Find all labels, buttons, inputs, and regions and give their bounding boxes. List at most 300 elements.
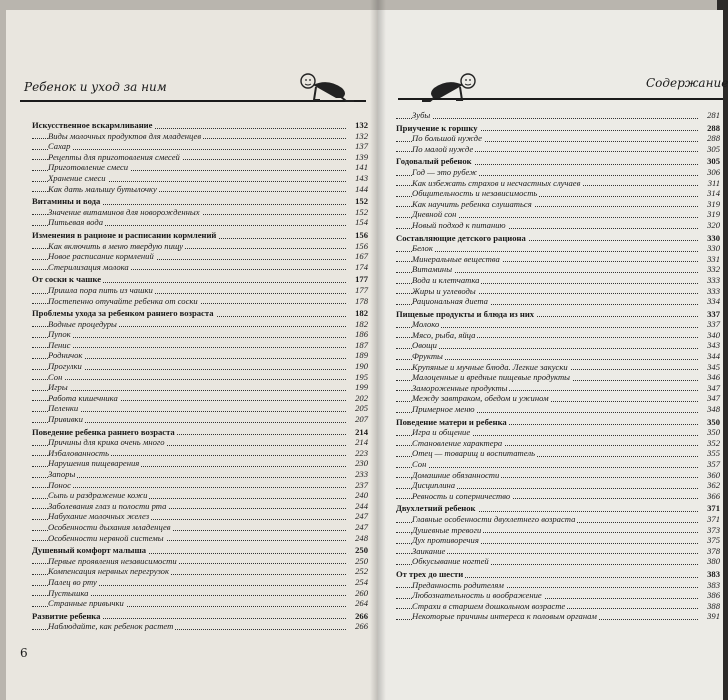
dot-leader bbox=[396, 251, 698, 252]
toc-title: Составляющие детского рациона bbox=[396, 232, 526, 243]
toc-entry bbox=[32, 372, 368, 383]
toc-page-number: 247 bbox=[355, 511, 368, 522]
toc-title: От трех до шести bbox=[396, 568, 464, 579]
toc-title: Дисциплина bbox=[412, 480, 456, 491]
toc-page-number: 178 bbox=[355, 295, 368, 306]
toc-page-number: 205 bbox=[355, 403, 368, 414]
toc-page-number: 214 bbox=[355, 437, 368, 448]
toc-page-number: 350 bbox=[707, 427, 720, 438]
toc-page-number: 230 bbox=[355, 458, 368, 469]
toc-page-number: 132 bbox=[355, 130, 368, 141]
toc-title: Изменения в рационе и расписании кормлений bbox=[32, 229, 217, 240]
toc-page-number: 306 bbox=[707, 166, 720, 177]
toc-entry bbox=[32, 403, 368, 414]
toc-page-number: 141 bbox=[355, 162, 368, 173]
toc-title: Игры bbox=[48, 382, 68, 393]
toc-title: Наблюдайте, как ребенок растет bbox=[48, 621, 174, 632]
toc-page-number: 174 bbox=[355, 261, 368, 272]
toc-page-number: 264 bbox=[355, 598, 368, 609]
toc-title: Малоценные и вредные пищевые продукты bbox=[412, 372, 570, 383]
toc-title: Запоры bbox=[48, 469, 76, 479]
toc-page-number: 330 bbox=[707, 232, 720, 243]
toc-title: Примерное меню bbox=[412, 404, 475, 415]
toc-title: Мясо, рыба, яйца bbox=[412, 329, 476, 340]
toc-title: Витамины и вода bbox=[32, 196, 101, 207]
toc-entry bbox=[32, 162, 368, 173]
toc-entry bbox=[396, 286, 720, 297]
toc-page-number: 347 bbox=[707, 382, 720, 393]
toc-page-number: 233 bbox=[355, 469, 368, 479]
toc-page-number: 366 bbox=[707, 490, 720, 501]
toc-page-number: 189 bbox=[355, 350, 368, 361]
toc-page-number: 371 bbox=[707, 503, 720, 514]
toc-entry bbox=[396, 188, 720, 199]
toc-entry bbox=[396, 427, 720, 438]
toc-chapter bbox=[396, 503, 720, 514]
toc-page-number: 281 bbox=[707, 110, 720, 120]
toc-title: Минеральные вещества bbox=[412, 253, 500, 264]
toc-page-number: 360 bbox=[707, 469, 720, 480]
toc-entry bbox=[396, 611, 720, 622]
toc-title: Новый подход к питанию bbox=[412, 219, 506, 230]
toc-chapter bbox=[396, 233, 720, 244]
toc-page-number: 391 bbox=[707, 611, 720, 622]
toc-title: Зубы bbox=[412, 110, 431, 120]
toc-entry bbox=[32, 469, 368, 480]
toc-chapter bbox=[32, 427, 368, 438]
toc-right bbox=[396, 110, 720, 622]
toc-title: Стерилизация молока bbox=[48, 261, 129, 272]
dot-leader bbox=[32, 477, 346, 478]
toc-page-number: 144 bbox=[355, 183, 368, 194]
toc-page-number: 388 bbox=[707, 600, 720, 611]
toc-page-number: 177 bbox=[355, 274, 368, 285]
toc-page-number: 347 bbox=[707, 393, 720, 404]
toc-entry bbox=[396, 133, 720, 144]
toc-page-number: 319 bbox=[707, 198, 720, 209]
toc-title: Отец — товарищ и воспитатель bbox=[412, 448, 536, 459]
toc-page-number: 383 bbox=[707, 579, 720, 590]
toc-entry bbox=[396, 110, 720, 121]
toc-title: Душевные тревоги bbox=[412, 524, 482, 535]
toc-title: Заболевания глаз и полости рта bbox=[48, 500, 167, 511]
crawling-baby-icon bbox=[414, 72, 480, 104]
toc-title: Замороженные продукты bbox=[412, 382, 508, 393]
toc-title: Белок bbox=[412, 243, 433, 254]
toc-page-number: 288 bbox=[707, 133, 720, 144]
toc-page-number: 254 bbox=[355, 576, 368, 587]
toc-entry bbox=[32, 522, 368, 533]
toc-entry bbox=[396, 491, 720, 502]
toc-title: Преданность родителям bbox=[412, 579, 504, 590]
toc-entry bbox=[396, 199, 720, 210]
toc-title: Фрукты bbox=[412, 351, 443, 362]
toc-page-number: 378 bbox=[707, 545, 720, 556]
toc-title: Нарушения пищеварения bbox=[48, 458, 140, 469]
toc-page-number: 154 bbox=[355, 217, 368, 228]
toc-chapter bbox=[32, 308, 368, 319]
toc-page-number: 240 bbox=[355, 490, 368, 501]
toc-title: Понос bbox=[48, 479, 71, 490]
toc-entry bbox=[396, 546, 720, 557]
toc-page-number: 214 bbox=[355, 426, 368, 437]
toc-title: Питьевая вода bbox=[48, 217, 103, 228]
toc-entry bbox=[32, 480, 368, 491]
dot-leader bbox=[32, 337, 346, 338]
toc-page-number: 337 bbox=[707, 308, 720, 319]
toc-entry bbox=[396, 535, 720, 546]
toc-entry bbox=[32, 296, 368, 307]
toc-title: Обкусывание ногтей bbox=[412, 556, 489, 567]
toc-entry bbox=[32, 577, 368, 588]
toc-entry bbox=[32, 511, 368, 522]
toc-entry bbox=[32, 448, 368, 459]
toc-page-number: 182 bbox=[355, 318, 368, 329]
toc-page-number: 345 bbox=[707, 361, 720, 372]
toc-entry bbox=[396, 340, 720, 351]
toc-page-number: 383 bbox=[707, 568, 720, 579]
toc-title: Особенности дыхания младенцев bbox=[48, 521, 171, 532]
dot-leader bbox=[32, 487, 346, 488]
toc-entry bbox=[396, 144, 720, 155]
toc-entry bbox=[32, 340, 368, 351]
toc-entry bbox=[396, 438, 720, 449]
toc-page-number: 386 bbox=[707, 590, 720, 601]
toc-title: Общительность и независимость bbox=[412, 188, 538, 199]
toc-entry bbox=[32, 285, 368, 296]
toc-entry bbox=[32, 350, 368, 361]
toc-chapter bbox=[32, 230, 368, 241]
toc-title: Рациональная диета bbox=[412, 296, 488, 307]
toc-title: Как избежать страхов и несчастных случаев bbox=[412, 177, 581, 188]
toc-title: Сахар bbox=[48, 141, 71, 152]
toc-page-number: 266 bbox=[355, 621, 368, 632]
toc-title: Компенсация нервных перегрузок bbox=[48, 566, 169, 577]
toc-title: Приготовление смеси bbox=[48, 162, 129, 173]
toc-page-number: 248 bbox=[355, 532, 368, 543]
toc-title: Любознательность и воображение bbox=[412, 590, 542, 601]
toc-page-number: 152 bbox=[355, 196, 368, 207]
toc-title: Странные привычки bbox=[48, 598, 124, 609]
toc-page-number: 132 bbox=[355, 120, 368, 130]
toc-title: Палец во рту bbox=[48, 576, 97, 587]
toc-page-number: 247 bbox=[355, 521, 368, 532]
toc-page-number: 314 bbox=[707, 188, 720, 199]
toc-entry bbox=[396, 243, 720, 254]
toc-entry bbox=[32, 533, 368, 544]
toc-page-number: 250 bbox=[355, 555, 368, 566]
right-page bbox=[378, 10, 728, 700]
toc-page-number: 266 bbox=[355, 610, 368, 621]
toc-chapter bbox=[32, 196, 368, 207]
toc-page-number: 371 bbox=[707, 513, 720, 524]
toc-entry bbox=[396, 264, 720, 275]
toc-title: Причины для крика очень много bbox=[48, 437, 165, 448]
toc-entry bbox=[396, 448, 720, 459]
toc-entry bbox=[32, 141, 368, 152]
toc-entry bbox=[396, 275, 720, 286]
toc-page-number: 344 bbox=[707, 351, 720, 362]
toc-title: Дух противоречия bbox=[412, 535, 479, 546]
toc-entry bbox=[32, 251, 368, 262]
dot-leader bbox=[396, 327, 698, 328]
toc-entry bbox=[396, 480, 720, 491]
toc-title: Душевный комфорт малыша bbox=[32, 545, 147, 556]
toc-entry bbox=[32, 458, 368, 469]
toc-title: Главные особенности двухлетнего возраста bbox=[412, 513, 576, 524]
toc-title: От соски к чашке bbox=[32, 274, 102, 285]
toc-title: Страхи в старшем дошкольном возрасте bbox=[412, 600, 566, 611]
toc-title: Ревность и соперничество bbox=[412, 490, 511, 501]
toc-entry bbox=[32, 382, 368, 393]
toc-chapter bbox=[32, 611, 368, 622]
toc-page-number: 311 bbox=[707, 177, 720, 188]
toc-title: Постепенно отучайте ребенка от соски bbox=[48, 295, 198, 306]
toc-entry bbox=[396, 459, 720, 470]
toc-entry bbox=[396, 514, 720, 525]
toc-title: По малой нужде bbox=[412, 143, 474, 154]
toc-title: Виды молочных продуктов для младенцев bbox=[48, 130, 202, 141]
toc-left bbox=[32, 118, 368, 632]
toc-entry bbox=[396, 580, 720, 591]
toc-title: Крупяные и мучные блюда. Легкие закуски bbox=[412, 361, 568, 372]
dot-leader bbox=[396, 348, 698, 349]
toc-page-number: 187 bbox=[355, 339, 368, 350]
toc-page-number: 337 bbox=[707, 319, 720, 330]
toc-page-number: 252 bbox=[355, 566, 368, 577]
toc-chapter bbox=[396, 569, 720, 580]
toc-entry bbox=[32, 490, 368, 501]
toc-title: Пищевые продукты и блюда из них bbox=[396, 308, 535, 319]
toc-page-number: 202 bbox=[355, 392, 368, 403]
toc-entry bbox=[32, 319, 368, 330]
toc-title: Пришла пора пить из чашки bbox=[48, 284, 153, 295]
toc-title: Дневной сон bbox=[412, 209, 457, 220]
toc-page-number: 362 bbox=[707, 480, 720, 491]
toc-entry bbox=[32, 152, 368, 163]
toc-entry bbox=[32, 173, 368, 184]
toc-chapter bbox=[32, 120, 368, 131]
toc-page-number: 143 bbox=[355, 172, 368, 183]
toc-title: Особенности нервной системы bbox=[48, 532, 164, 543]
toc-entry bbox=[396, 178, 720, 189]
toc-entry bbox=[396, 296, 720, 307]
toc-entry bbox=[32, 361, 368, 372]
toc-title: Хранение смеси bbox=[48, 172, 106, 183]
toc-page-number: 380 bbox=[707, 556, 720, 567]
toc-title: Приучение к горшку bbox=[396, 122, 478, 133]
toc-page-number: 156 bbox=[355, 229, 368, 240]
toc-title: Поведение ребенка раннего возраста bbox=[32, 426, 175, 437]
toc-title: Поведение матери и ребенка bbox=[396, 416, 507, 427]
toc-page-number: 152 bbox=[355, 206, 368, 217]
toc-entry bbox=[396, 220, 720, 231]
toc-entry bbox=[396, 319, 720, 330]
toc-title: Год — это рубеж bbox=[412, 166, 478, 177]
dot-leader bbox=[32, 347, 346, 348]
toc-page-number: 334 bbox=[707, 296, 720, 307]
toc-entry bbox=[32, 241, 368, 252]
toc-chapter bbox=[32, 274, 368, 285]
toc-title: Вода и клетчатка bbox=[412, 274, 480, 285]
toc-entry bbox=[396, 254, 720, 265]
toc-page-number: 260 bbox=[355, 587, 368, 598]
book-spine-shadow bbox=[370, 0, 386, 700]
toc-page-number: 346 bbox=[707, 372, 720, 383]
toc-entry bbox=[396, 393, 720, 404]
toc-title: По большой нужде bbox=[412, 133, 482, 144]
toc-page-number: 223 bbox=[355, 447, 368, 458]
toc-page-number: 190 bbox=[355, 361, 368, 372]
toc-title: Набухание молочных желез bbox=[48, 511, 150, 522]
toc-page-number: 288 bbox=[707, 122, 720, 133]
toc-entry bbox=[396, 556, 720, 567]
toc-page-number: 237 bbox=[355, 479, 368, 490]
toc-title: Развитие ребенка bbox=[32, 610, 101, 621]
toc-title: Игра и общение bbox=[412, 427, 471, 438]
toc-chapter bbox=[396, 309, 720, 320]
toc-page-number: 195 bbox=[355, 371, 368, 382]
toc-entry bbox=[396, 601, 720, 612]
toc-entry bbox=[32, 598, 368, 609]
toc-title: Пустышка bbox=[48, 587, 89, 598]
toc-entry bbox=[32, 588, 368, 599]
toc-title: Проблемы ухода за ребенком раннего возраста bbox=[32, 308, 214, 319]
toc-title: Пупок bbox=[48, 329, 71, 340]
toc-entry bbox=[32, 437, 368, 448]
toc-page-number: 355 bbox=[707, 448, 720, 459]
toc-entry bbox=[32, 184, 368, 195]
toc-page-number: 250 bbox=[355, 545, 368, 556]
toc-page-number: 373 bbox=[707, 524, 720, 535]
toc-title: Сон bbox=[412, 459, 427, 469]
toc-entry bbox=[396, 525, 720, 536]
toc-page-number: 139 bbox=[355, 151, 368, 162]
toc-entry bbox=[396, 383, 720, 394]
toc-title: Рецепты для приготовления смесей bbox=[48, 151, 180, 162]
toc-title: Первые проявления независимости bbox=[48, 555, 177, 566]
toc-page-number: 319 bbox=[707, 209, 720, 220]
left-page bbox=[6, 10, 378, 700]
dot-leader bbox=[396, 118, 698, 119]
toc-page-number: 343 bbox=[707, 340, 720, 351]
toc-title: Между завтраком, обедом и ужином bbox=[412, 393, 549, 404]
running-header-right: Содержание bbox=[646, 76, 728, 90]
toc-entry bbox=[396, 351, 720, 362]
toc-page-number: 320 bbox=[707, 219, 720, 230]
toc-title: Работа кишечника bbox=[48, 392, 118, 403]
dot-leader bbox=[32, 390, 346, 391]
toc-title: Сыпь и раздражение кожи bbox=[48, 490, 148, 501]
toc-chapter bbox=[396, 156, 720, 167]
toc-entry bbox=[32, 556, 368, 567]
dot-leader bbox=[396, 467, 698, 468]
toc-page-number: 357 bbox=[707, 459, 720, 469]
dot-leader bbox=[32, 379, 346, 380]
toc-entry bbox=[396, 590, 720, 601]
toc-entry bbox=[32, 393, 368, 404]
toc-entry bbox=[396, 470, 720, 481]
toc-title: Домашние обязанности bbox=[412, 469, 500, 480]
toc-entry bbox=[32, 131, 368, 142]
toc-title: Как научить ребенка слушаться bbox=[412, 198, 532, 209]
toc-page-number: 167 bbox=[355, 251, 368, 262]
toc-title: Прогулки bbox=[48, 361, 82, 372]
toc-title: Новое расписание кормлений bbox=[48, 251, 154, 262]
toc-page-number: 305 bbox=[707, 143, 720, 154]
toc-title: Пенис bbox=[48, 339, 71, 350]
toc-page-number: 186 bbox=[355, 329, 368, 340]
running-header-left: Ребенок и уход за ним bbox=[24, 80, 167, 94]
toc-page-number: 137 bbox=[355, 141, 368, 152]
toc-page-number: 207 bbox=[355, 414, 368, 425]
toc-title: Как дать малышу бутылочку bbox=[48, 183, 157, 194]
toc-title: Некоторые причины интереса к половым органам bbox=[412, 611, 597, 622]
toc-title: Жиры и углеводы bbox=[412, 285, 476, 296]
crawling-baby-icon bbox=[296, 72, 362, 104]
toc-page-number: 305 bbox=[707, 156, 720, 167]
toc-page-number: 332 bbox=[707, 264, 720, 275]
toc-title: Значение витаминов для новорожденных bbox=[48, 206, 200, 217]
toc-entry bbox=[32, 621, 368, 632]
toc-page-number: 156 bbox=[355, 240, 368, 251]
toc-entry bbox=[32, 566, 368, 577]
toc-chapter bbox=[396, 123, 720, 134]
dot-leader bbox=[32, 149, 346, 150]
toc-page-number: 350 bbox=[707, 416, 720, 427]
toc-page-number: 333 bbox=[707, 285, 720, 296]
toc-title: Водные процедуры bbox=[48, 318, 117, 329]
toc-page-number: 177 bbox=[355, 284, 368, 295]
toc-page-number: 182 bbox=[355, 308, 368, 319]
toc-title: Двухлетний ребенок bbox=[396, 503, 476, 514]
toc-entry bbox=[32, 414, 368, 425]
toc-page-number: 199 bbox=[355, 382, 368, 393]
toc-chapter bbox=[32, 545, 368, 556]
toc-entry bbox=[396, 404, 720, 415]
toc-entry bbox=[32, 501, 368, 512]
toc-entry bbox=[32, 262, 368, 273]
toc-page-number: 244 bbox=[355, 500, 368, 511]
toc-entry bbox=[396, 362, 720, 373]
toc-title: Овощи bbox=[412, 340, 437, 351]
toc-entry bbox=[396, 209, 720, 220]
toc-page-number: 375 bbox=[707, 535, 720, 546]
toc-entry bbox=[32, 207, 368, 218]
toc-title: Родничок bbox=[48, 350, 83, 361]
toc-title: Годовалый ребенок bbox=[396, 156, 472, 167]
toc-entry bbox=[32, 217, 368, 228]
toc-entry bbox=[32, 329, 368, 340]
toc-page-number: 348 bbox=[707, 404, 720, 415]
toc-page-number: 352 bbox=[707, 437, 720, 448]
toc-page-number: 331 bbox=[707, 253, 720, 264]
toc-title: Как включить в меню твердую пищу bbox=[48, 240, 184, 251]
toc-title: Пеленки bbox=[48, 403, 79, 414]
toc-title: Заикание bbox=[412, 545, 446, 556]
toc-page-number: 333 bbox=[707, 274, 720, 285]
toc-title: Прививки bbox=[48, 414, 83, 425]
toc-page-number: 340 bbox=[707, 329, 720, 340]
toc-entry bbox=[396, 167, 720, 178]
toc-page-number: 330 bbox=[707, 243, 720, 254]
page-number: 6 bbox=[20, 646, 28, 660]
toc-title: Искусственное вскармливание bbox=[32, 120, 153, 130]
toc-title: Избалованность bbox=[48, 447, 110, 458]
toc-entry bbox=[396, 372, 720, 383]
toc-title: Сон bbox=[48, 371, 63, 382]
toc-title: Витамины bbox=[412, 264, 453, 275]
